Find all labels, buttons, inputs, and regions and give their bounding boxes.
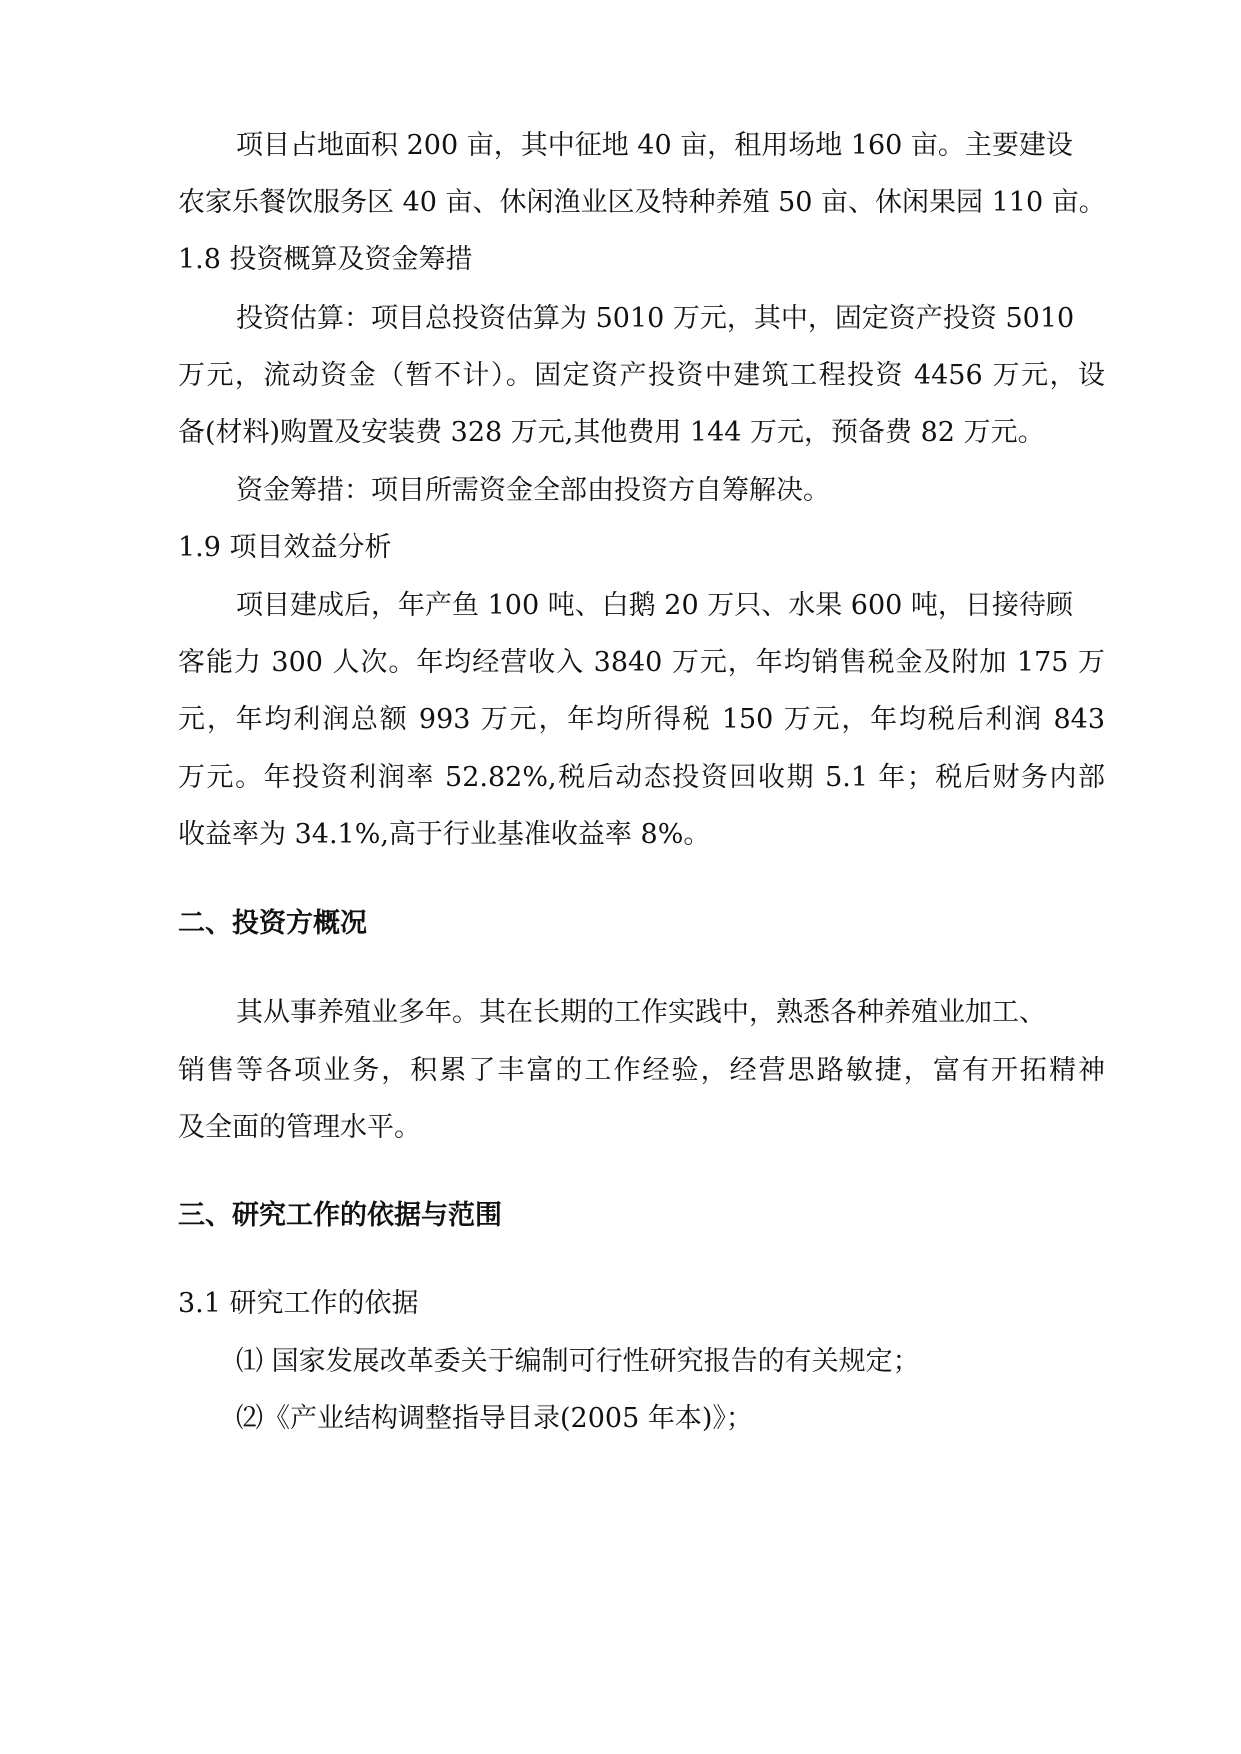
paragraph-investor-line-1: 其从事养殖业多年。其在长期的工作实践中，熟悉各种养殖业加工、 xyxy=(236,997,1046,1028)
chapter-heading-3: 三、研究工作的依据与范围 xyxy=(178,1200,502,1231)
paragraph-funding: 资金筹措：项目所需资金全部由投资方自筹解决。 xyxy=(236,475,830,506)
chapter-heading-2: 二、投资方概况 xyxy=(178,908,367,939)
paragraph-benefit-line-1: 项目建成后，年产鱼 100 吨、白鹅 20 万只、水果 600 吨，日接待顾 xyxy=(236,590,1073,621)
section-heading-3-1: 3.1 研究工作的依据 xyxy=(178,1288,419,1319)
paragraph-investor-line-3: 及全面的管理水平。 xyxy=(178,1112,421,1143)
paragraph-investor-line-2: 销售等各项业务，积累了丰富的工作经验，经营思路敏捷，富有开拓精神 xyxy=(178,1055,1105,1086)
list-item-2: ⑵《产业结构调整指导目录(2005 年本)》； xyxy=(236,1403,753,1434)
paragraph-benefit-line-2: 客能力 300 人次。年均经营收入 3840 万元，年均销售税金及附加 175 万 xyxy=(178,647,1105,678)
paragraph-benefit-line-5: 收益率为 34.1%,高于行业基准收益率 8%。 xyxy=(178,819,711,850)
paragraph-investment-line-1: 投资估算：项目总投资估算为 5010 万元，其中，固定资产投资 5010 xyxy=(236,303,1075,334)
paragraph-investment-line-2: 万元，流动资金（暂不计）。固定资产投资中建筑工程投资 4456 万元，设 xyxy=(178,360,1105,391)
paragraph-benefit-line-4: 万元。年投资利润率 52.82%,税后动态投资回收期 5.1 年；税后财务内部 xyxy=(178,762,1105,793)
paragraph-benefit-line-3: 元，年均利润总额 993 万元，年均所得税 150 万元，年均税后利润 843 xyxy=(178,704,1105,735)
section-heading-1-8: 1.8 投资概算及资金筹措 xyxy=(178,244,473,275)
paragraph-land-line-1: 项目占地面积 200 亩，其中征地 40 亩，租用场地 160 亩。主要建设 xyxy=(236,130,1073,161)
paragraph-investment-line-3: 备(材料)购置及安装费 328 万元,其他费用 144 万元，预备费 82 万元。 xyxy=(178,417,1045,448)
paragraph-land-line-2: 农家乐餐饮服务区 40 亩、休闲渔业区及特种养殖 50 亩、休闲果园 110 亩。 xyxy=(178,187,1106,218)
section-heading-1-9: 1.9 项目效益分析 xyxy=(178,532,392,563)
list-item-1: ⑴ 国家发展改革委关于编制可行性研究报告的有关规定； xyxy=(236,1346,920,1377)
